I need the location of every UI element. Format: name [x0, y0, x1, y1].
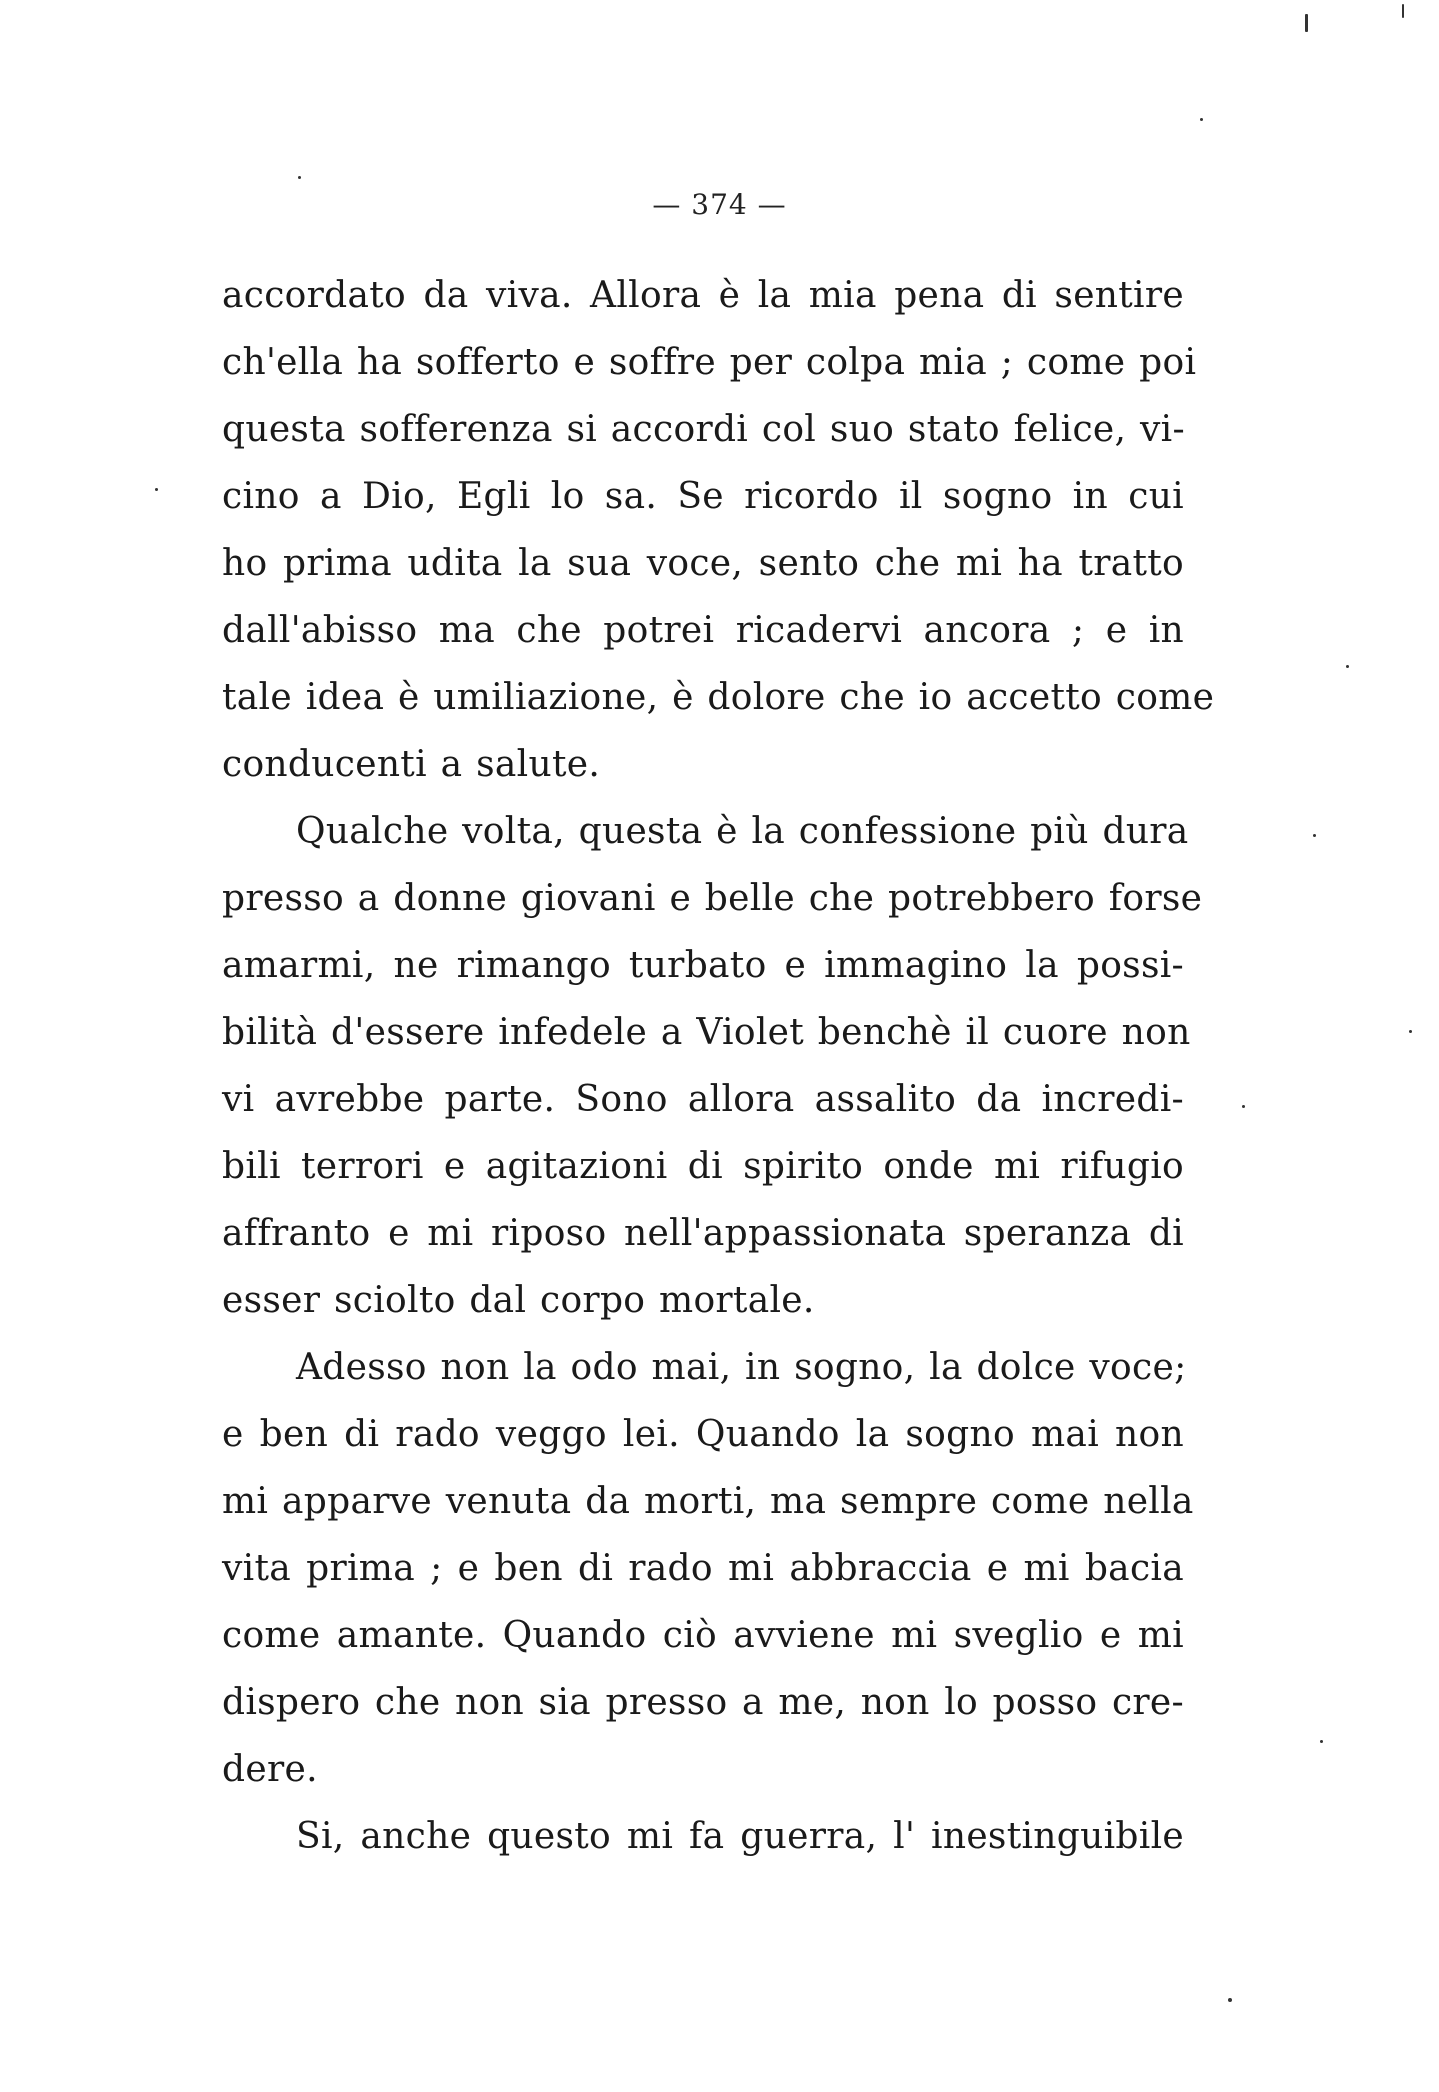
text-line: ho prima udita la sua voce, sento che mi ha tratto — [222, 543, 1184, 584]
scan-speck — [298, 176, 301, 179]
text-line: accordato da viva. Allora è la mia pena di sentire — [222, 275, 1184, 316]
paragraph-1 — [222, 262, 1215, 798]
scan-speck — [1200, 118, 1203, 121]
text-line: dispero che non sia presso a me, non lo posso cre- — [222, 1682, 1184, 1723]
text-line: bili terrori e agitazioni di spirito onde mi rifugio — [222, 1146, 1184, 1187]
text-line: Qualche volta, questa è la confessione più dura — [296, 811, 1189, 852]
text-line: mi apparve venuta da morti, ma sempre come nella — [222, 1481, 1194, 1522]
text-line: dall'abisso ma che potrei ricadervi ancora ; e in — [222, 610, 1184, 651]
text-line: vita prima ; e ben di rado mi abbraccia e mi bacia — [222, 1548, 1184, 1589]
scan-speck — [1242, 1105, 1245, 1108]
text-line: come amante. Quando ciò avviene mi sveglio e mi — [222, 1615, 1184, 1656]
text-line: conducenti a salute. — [222, 744, 601, 785]
scan-speck — [1313, 834, 1316, 837]
scan-speck — [1346, 665, 1349, 668]
paragraph-2 — [222, 798, 1203, 1334]
scan-speck — [1409, 1030, 1412, 1033]
text-line: cino a Dio, Egli lo sa. Se ricordo il sogno in cui — [222, 476, 1184, 517]
text-line: questa sofferenza si accordi col suo stato felice, vi- — [222, 409, 1185, 450]
text-line: esser sciolto dal corpo mortale. — [222, 1280, 815, 1321]
paragraph-3 — [222, 1334, 1194, 1803]
scan-speck — [1305, 14, 1308, 32]
scan-speck — [1320, 1740, 1323, 1743]
scan-speck — [1228, 1998, 1232, 2002]
text-line: tale idea è umiliazione, è dolore che io accetto come — [222, 677, 1215, 718]
text-line: ch'ella ha sofferto e soffre per colpa mia ; come poi — [222, 342, 1197, 383]
body-text — [222, 262, 1215, 1870]
scan-speck — [155, 488, 158, 491]
text-line: bilità d'essere infedele a Violet benchè il cuore non — [222, 1012, 1191, 1053]
text-line: dere. — [222, 1749, 318, 1790]
text-line: affranto e mi riposo nell'appassionata speranza di — [222, 1213, 1184, 1254]
text-line: Si, anche questo mi fa guerra, l' inestinguibile — [296, 1816, 1184, 1857]
scan-speck — [1402, 4, 1404, 18]
page-number: — 374 — — [652, 188, 787, 221]
text-line: vi avrebbe parte. Sono allora assalito da incredi- — [222, 1079, 1184, 1120]
text-line: e ben di rado veggo lei. Quando la sogno mai non — [222, 1414, 1184, 1455]
text-line: presso a donne giovani e belle che potrebbero forse — [222, 878, 1203, 919]
paragraph-4 — [222, 1803, 1184, 1870]
text-line: amarmi, ne rimango turbato e immagino la possi- — [222, 945, 1184, 986]
text-line: Adesso non la odo mai, in sogno, la dolce voce; — [296, 1347, 1187, 1388]
